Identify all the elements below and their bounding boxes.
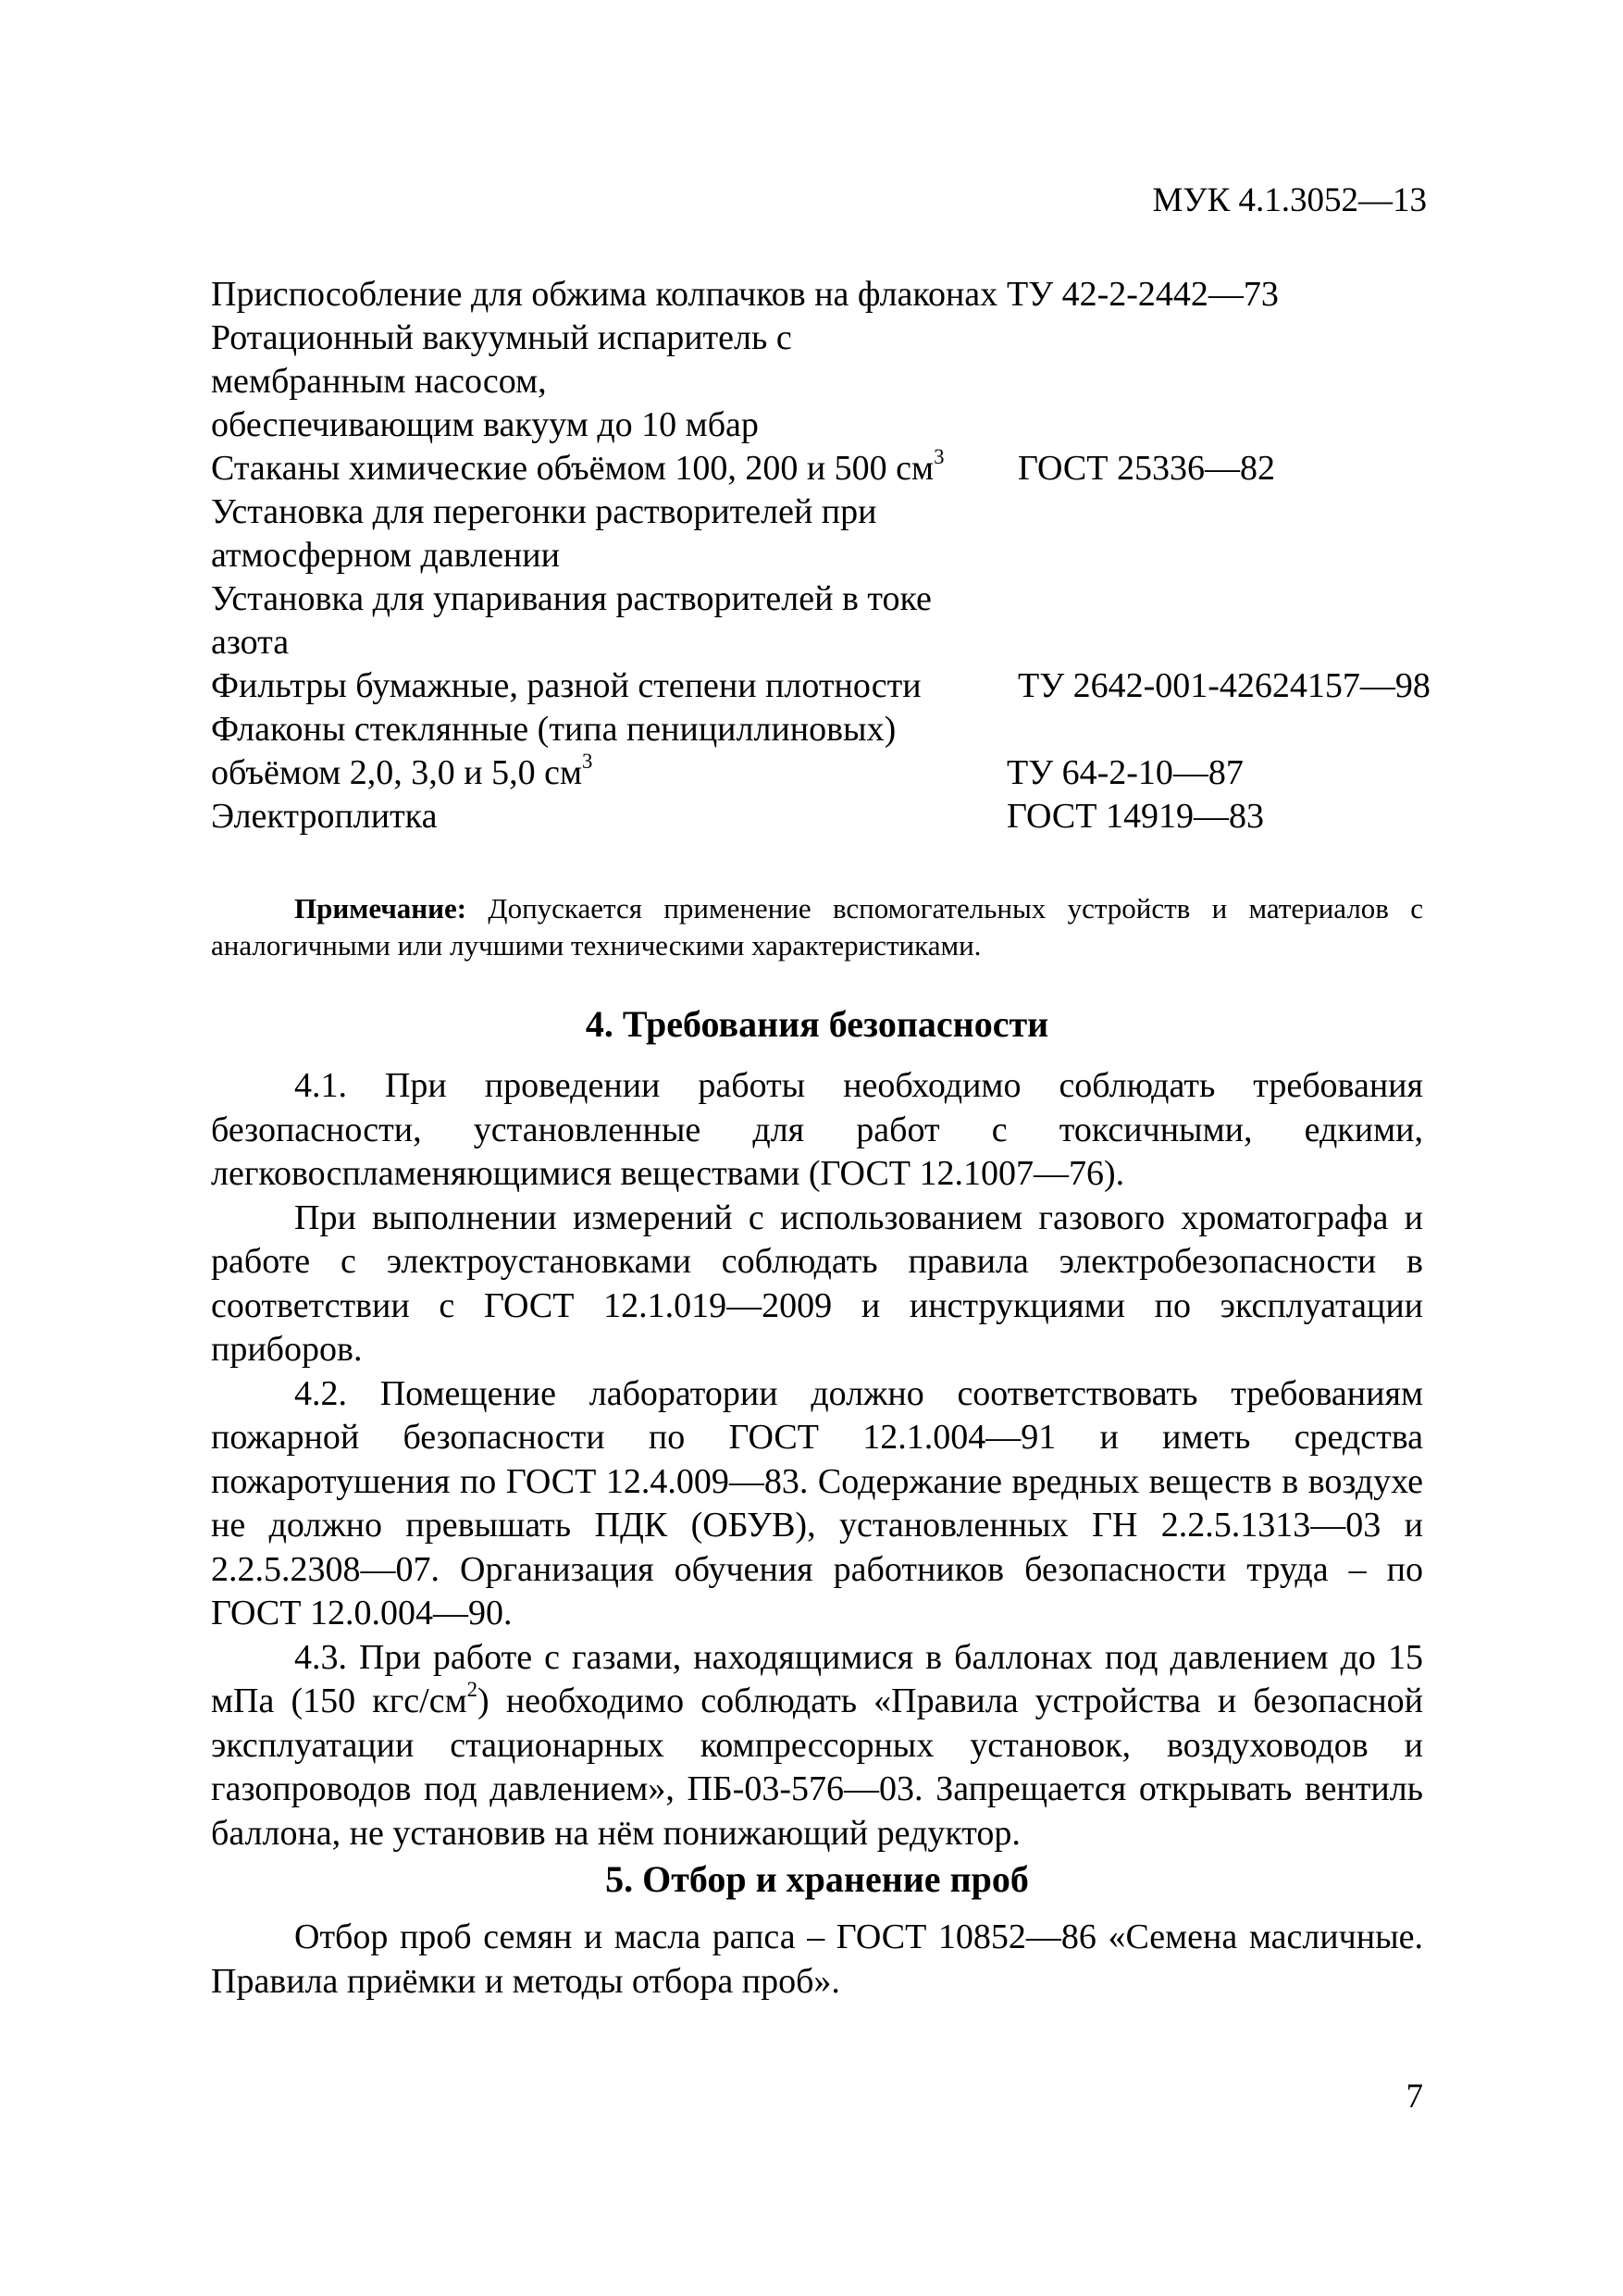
equipment-spec: ТУ 64-2-10—87 [1007,753,1244,792]
equipment-row [211,316,1451,447]
equipment-spec: ГОСТ 14919—83 [1007,797,1264,836]
equipment-list [211,273,1451,838]
equipment-row [211,664,1451,708]
equipment-row [211,795,1451,838]
equipment-row [211,273,1451,316]
equipment-row [211,444,1451,490]
equipment-name: Фильтры бумажные, разной степени плотности [211,666,922,705]
note [211,890,1423,964]
note-label: Примечание: [294,892,467,925]
document-code: МУК 4.1.3052—13 [1152,181,1427,219]
section-5-title: 5. Отбор и хранение проб [605,1858,1029,1900]
note-text: Допускается применение вспомогательных устройств и материалов с аналогичными или лучшими техническими характеристиками. [211,892,1423,962]
equipment-row [211,708,1451,795]
equipment-spec: ТУ 42-2-2442—73 [1007,275,1279,314]
equipment-name: Ротационный вакуумный испаритель с мембранным насосом, обеспечивающим вакуум до 10 мбар [211,318,792,444]
paragraph: 4.2. Помещение лаборатории должно соответствовать требованиям пожарной безопасности по ГОСТ 12.1.004—91 и иметь средства пожаротушения по ГОСТ 12.4.009—83. Содержание вредных веществ в воздухе не должно превышать ПДК (ОБУВ), установленных ГН 2.2.5.1313—03 и 2.2.5.2308—07. Организация обучения работников безопасности труда – по ГОСТ 12.0.004—90. [211,1373,1423,1632]
section-4-title: 4. Требования безопасности [585,1003,1049,1045]
paragraph: Отбор проб семян и масла рапса – ГОСТ 10852—86 «Семена масличные. Правила приёмки и методы отбора проб». [211,1917,1423,2001]
equipment-row [211,490,1451,577]
equipment-name: Стаканы химические объёмом 100, 200 и 500 $см^3$ [211,444,945,488]
equipment-spec: ГОСТ 25336—82 [1018,449,1275,488]
section-4-body [211,1064,1423,1855]
page-number: 7 [1406,2078,1423,2116]
equipment-name: Установка для перегонки растворителей при атмосферном давлении [211,492,877,575]
equipment-spec: ТУ 2642-001-42624157—98 [1018,666,1431,705]
section-5-body [211,1916,1423,2004]
equipment-name: Электроплитка [211,797,438,836]
paragraph: 4.3. При работе с газами, находящимися в баллонах под давлением до 15 мПа (150 кгс/$см^2$) необходимо соблюдать «Правила устройства и безопасной эксплуатации стационарных компрессорных установок, воздуховодов и газопроводов под давлением», ПБ-03-576—03. Запрещается открывать вентиль баллона, не установив на нём понижающий редуктор. [211,1637,1423,1853]
equipment-name: Приспособление для обжима колпачков на флаконах [211,275,998,314]
paragraph: 4.1. При проведении работы необходимо соблюдать требования безопасности, установленные для работ с токсичными, едкими, легковоспламеняющимися веществами (ГОСТ 12.1007—76). [211,1066,1423,1193]
equipment-name: Флаконы стеклянные (типа пенициллиновых) объёмом 2,0, 3,0 и 5,0 $см^3$ [211,710,897,792]
paragraph: При выполнении измерений с использованием газового хроматографа и работе с электроустановками соблюдать правила электробезопасности в соответствии с ГОСТ 12.1.019—2009 и инструкциями по эксплуатации приборов. [211,1198,1423,1369]
equipment-row [211,577,1451,664]
equipment-name: Установка для упаривания растворителей в токе азота [211,579,932,662]
